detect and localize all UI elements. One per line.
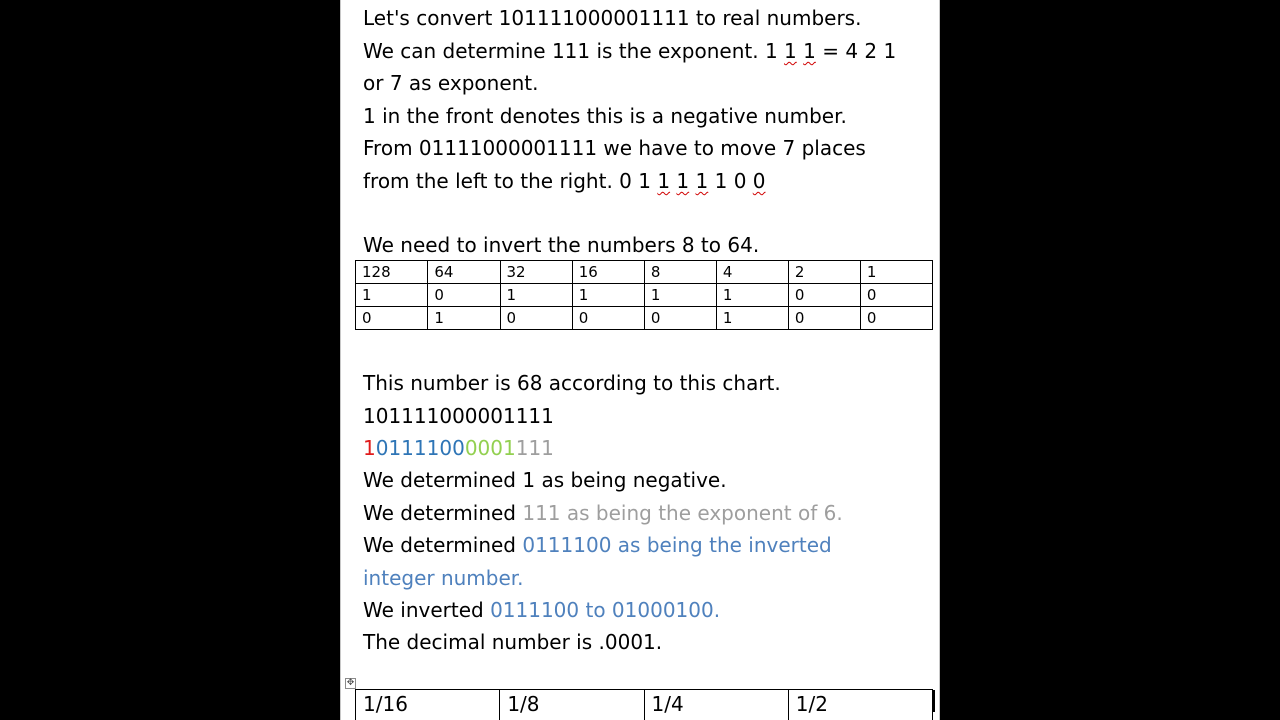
fraction-cell[interactable]: 1/16 <box>356 690 500 720</box>
table-row <box>356 284 933 307</box>
line-9: 101111000001111 <box>363 404 554 428</box>
table-row <box>356 261 933 284</box>
line-13 <box>363 533 832 557</box>
line-7: We need to invert the numbers 8 to 64. <box>363 233 760 257</box>
line-5: From 01111000001111 we have to move 7 places <box>363 136 866 160</box>
table-cell[interactable]: 8 <box>644 261 716 284</box>
line-1: Let's convert 101111000001111 to real numbers. <box>363 6 862 30</box>
line-16: The decimal number is .0001. <box>363 630 663 654</box>
line-13-colored: 0111100 as being the inverted <box>522 533 832 557</box>
line-12-colored: 111 as being the exponent of 6. <box>522 501 843 525</box>
line-10-colored-binary <box>363 436 554 460</box>
fraction-bits: 0001 <box>464 436 516 460</box>
line-8: This number is 68 according to this chart. <box>363 371 781 395</box>
integer-bits: 0111100 <box>375 436 465 460</box>
line-15-text: We inverted <box>363 598 491 622</box>
exponent-bits: 111 <box>515 436 554 460</box>
line-2-bit-underlined: 1 <box>803 39 816 63</box>
table-cell[interactable]: 1 <box>356 284 428 307</box>
line-15 <box>363 598 720 622</box>
fraction-cell[interactable]: 1/4 <box>644 690 788 720</box>
table-cell[interactable]: 32 <box>500 261 572 284</box>
line-6-bit-underlined: 1 <box>695 169 709 193</box>
line-6 <box>363 169 766 193</box>
table-cell[interactable]: 128 <box>356 261 428 284</box>
table-cell[interactable]: 1 <box>860 261 932 284</box>
table-cell[interactable]: 1 <box>716 307 788 330</box>
table-cell[interactable]: 1 <box>500 284 572 307</box>
line-4: 1 in the front denotes this is a negative number. <box>363 104 847 128</box>
table-cell[interactable]: 1 <box>428 307 500 330</box>
table-cell[interactable]: 1 <box>644 284 716 307</box>
line-3: or 7 as exponent. <box>363 71 539 95</box>
table-cell[interactable]: 2 <box>788 261 860 284</box>
table-cell[interactable]: 0 <box>644 307 716 330</box>
table-cell[interactable]: 0 <box>572 307 644 330</box>
line-2-text: We can determine 111 is the exponent. <box>363 39 765 63</box>
table-row <box>356 307 933 330</box>
line-6-text: from the left to the right. 0 1 <box>363 169 658 193</box>
line-6-bit-underlined: 0 <box>752 169 766 193</box>
table-cell[interactable]: 0 <box>428 284 500 307</box>
table-cell[interactable]: 0 <box>860 307 932 330</box>
document-page[interactable] <box>340 0 940 720</box>
fraction-cell[interactable]: 1/8 <box>500 690 644 720</box>
line-2-bit: 1 <box>764 39 778 63</box>
table-cell[interactable]: 0 <box>356 307 428 330</box>
text-cursor <box>933 690 935 712</box>
line-2-tail: = 4 2 1 <box>815 39 897 63</box>
table-cell[interactable]: 1 <box>716 284 788 307</box>
table-cell[interactable]: 16 <box>572 261 644 284</box>
line-13-text: We determined <box>363 533 523 557</box>
table-cell[interactable]: 0 <box>788 307 860 330</box>
table-cell[interactable]: 0 <box>860 284 932 307</box>
table-cell[interactable]: 0 <box>788 284 860 307</box>
table-cell[interactable]: 1 <box>572 284 644 307</box>
fraction-cell[interactable]: 1/2 <box>788 690 932 720</box>
line-12-text: We determined <box>363 501 523 525</box>
line-6-bit-underlined: 1 <box>657 169 671 193</box>
line-12 <box>363 501 843 525</box>
line-2 <box>363 39 896 63</box>
table-cell[interactable]: 64 <box>428 261 500 284</box>
line-2-bit-underlined: 1 <box>784 39 797 63</box>
table-cell[interactable]: 4 <box>716 261 788 284</box>
line-6-mid: 1 0 <box>708 169 753 193</box>
fraction-table[interactable] <box>355 689 933 720</box>
line-11: We determined 1 as being negative. <box>363 468 727 492</box>
table-cell[interactable]: 0 <box>500 307 572 330</box>
sign-bit: 1 <box>363 436 376 460</box>
line-6-bit-underlined: 1 <box>676 169 690 193</box>
fraction-row <box>356 690 933 720</box>
bit-table[interactable] <box>355 260 933 330</box>
line-14: integer number. <box>363 566 524 590</box>
bit-table-body <box>356 261 933 330</box>
move-handle-icon[interactable]: ✥ <box>346 678 355 688</box>
line-15-colored: 0111100 to 01000100. <box>490 598 721 622</box>
